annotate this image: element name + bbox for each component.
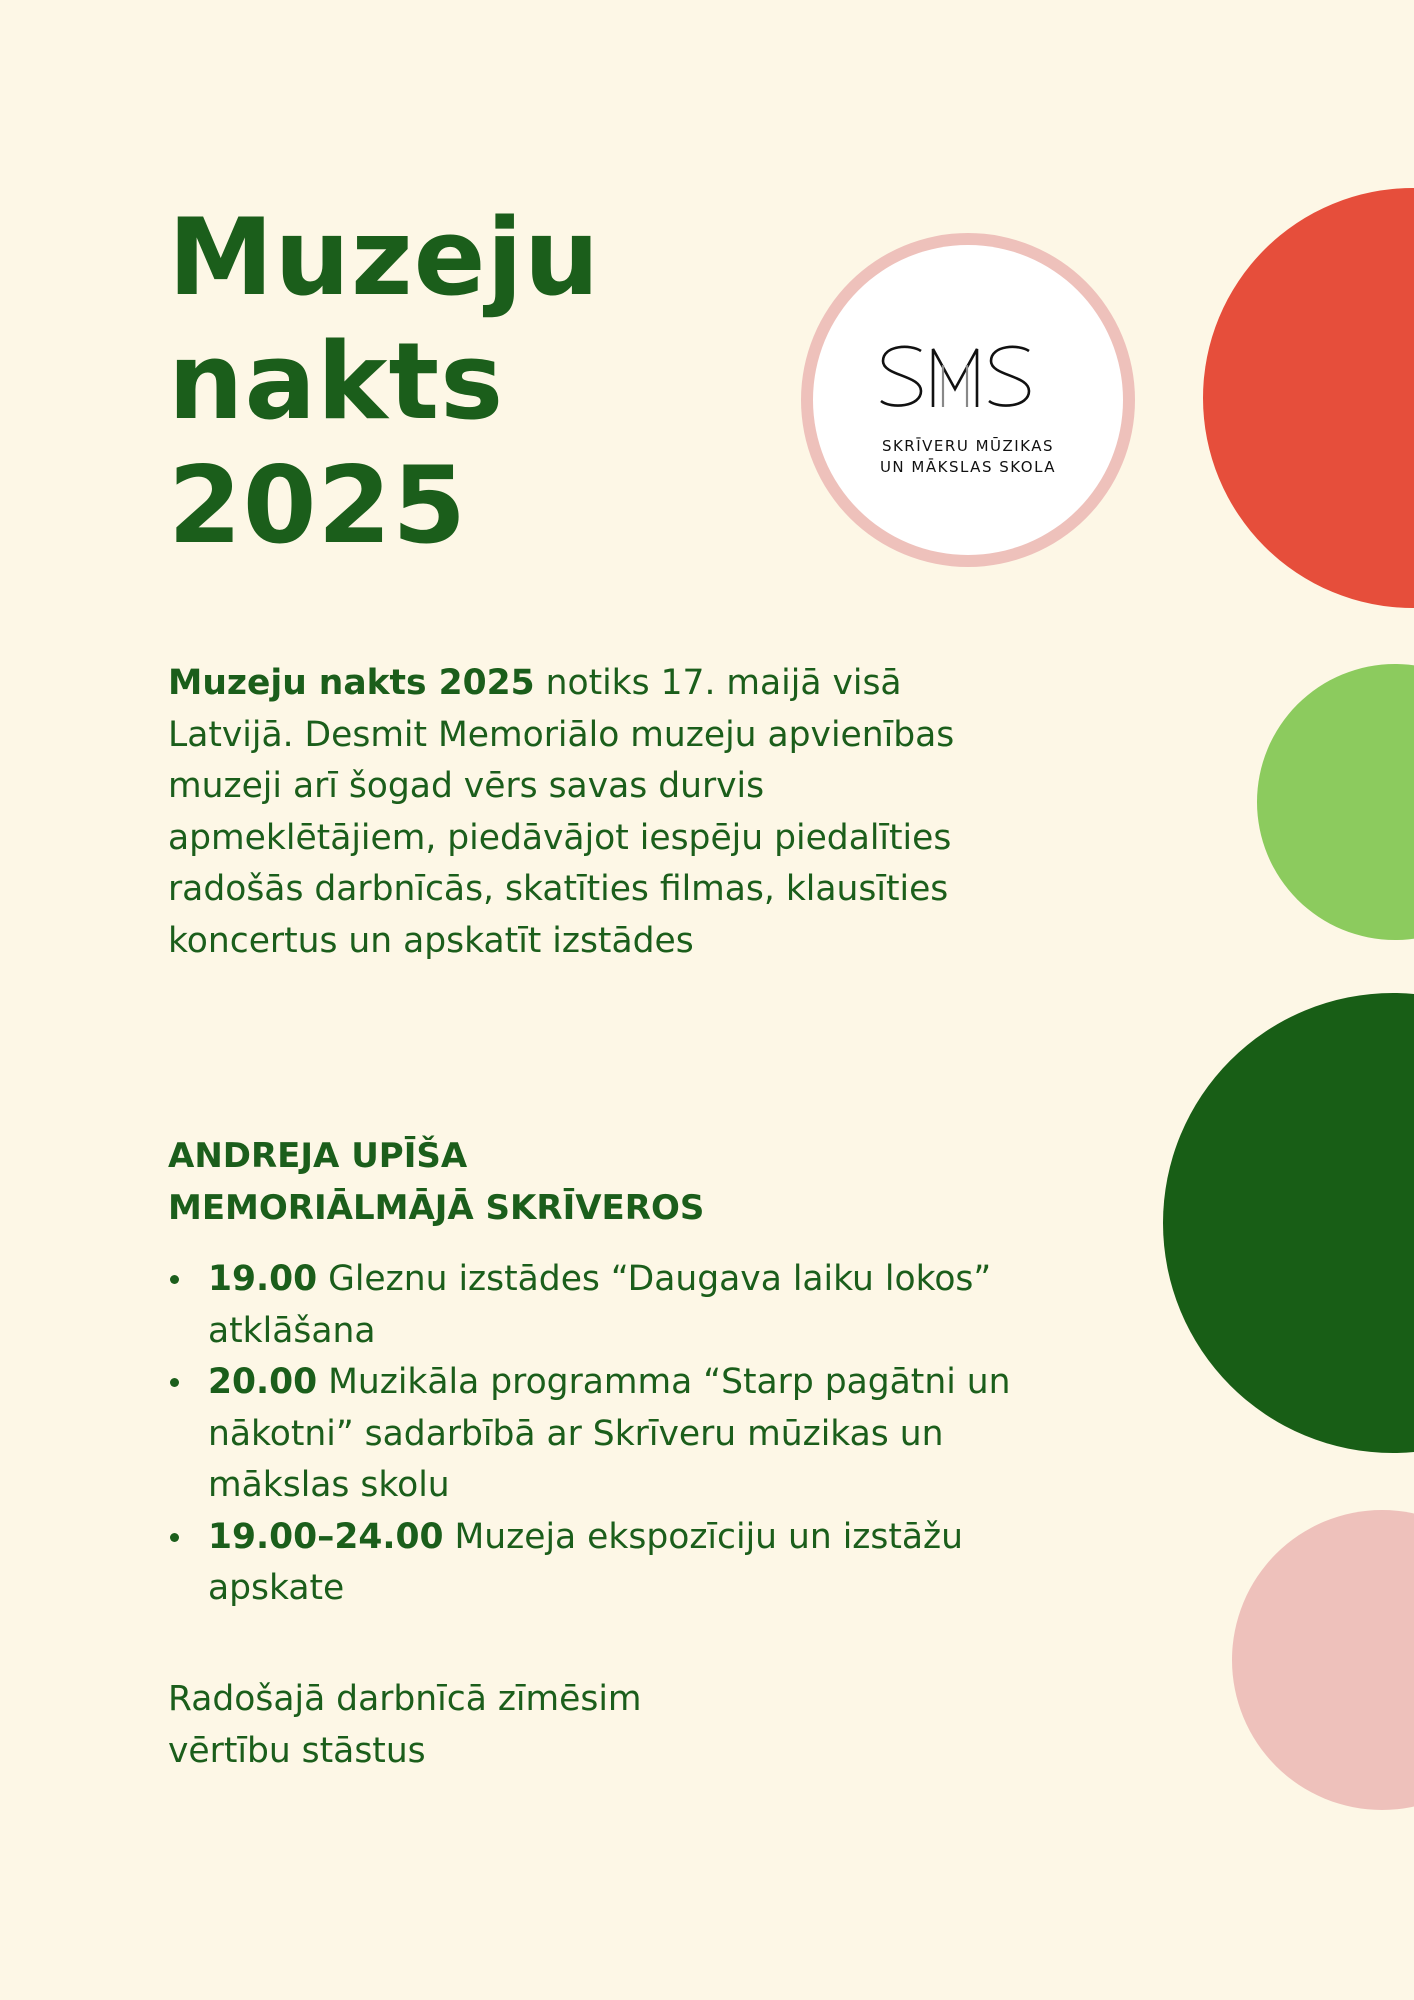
program-time: 19.00–24.00	[208, 1516, 444, 1557]
bullet-icon	[170, 1533, 179, 1542]
logo-text-line-1: SKRĪVERU MŪZIKAS	[881, 437, 1055, 455]
intro-paragraph	[168, 658, 988, 967]
light-green-circle-decoration	[1257, 664, 1414, 940]
closing-line-2: vērtību stāstus	[168, 1730, 426, 1771]
poster-title	[168, 196, 600, 568]
program-description: Muzikāla programma “Starp pagātni un nākotni” sadarbībā ar Skrīveru mūzikas un mākslas skolu	[208, 1362, 1011, 1505]
program-list	[168, 1254, 1068, 1615]
program-item	[168, 1254, 1068, 1357]
title-line-2: nakts	[168, 320, 505, 443]
venue-line-2: MEMORIĀLMĀJĀ SKRĪVEROS	[168, 1188, 705, 1228]
bullet-icon	[170, 1378, 179, 1387]
program-item	[168, 1357, 1068, 1512]
closing-line-1: Radošajā darbnīcā zīmēsim	[168, 1679, 642, 1719]
logo-badge	[813, 245, 1123, 555]
title-line-3: 2025	[168, 444, 468, 567]
school-logo	[801, 233, 1135, 567]
bullet-icon	[170, 1275, 179, 1284]
title-line-1: Muzeju	[168, 196, 601, 319]
intro-text: notiks 17. maijā visā Latvijā. Desmit Memoriālo muzeju apvienības muzeji arī šogad vērs savas durvis apmeklētājiem, piedāvājot iespēju piedalīties radošās darbnīcās, skatīties filmas, klausīties koncertus un apskatīt izstādes	[168, 663, 955, 961]
venue-line-1: ANDREJA UPĪŠA	[168, 1136, 468, 1176]
red-circle-decoration	[1203, 188, 1414, 608]
pink-circle-decoration	[1232, 1510, 1414, 1810]
program-description: Gleznu izstādes “Daugava laiku lokos” atklāšana	[208, 1259, 992, 1351]
program-time: 19.00	[208, 1259, 318, 1299]
logo-text-line-2: UN MĀKSLAS SKOLA	[879, 458, 1057, 476]
program-description: Muzeja ekspozīciju un izstāžu apskate	[208, 1516, 964, 1608]
program-item	[168, 1512, 1068, 1615]
dark-green-circle-decoration	[1163, 993, 1414, 1453]
venue-heading	[168, 1130, 704, 1234]
intro-bold-lead: Muzeju nakts 2025	[168, 663, 535, 703]
closing-text	[168, 1674, 642, 1777]
sms-logo-mark	[877, 345, 1077, 409]
program-time: 20.00	[208, 1362, 318, 1402]
